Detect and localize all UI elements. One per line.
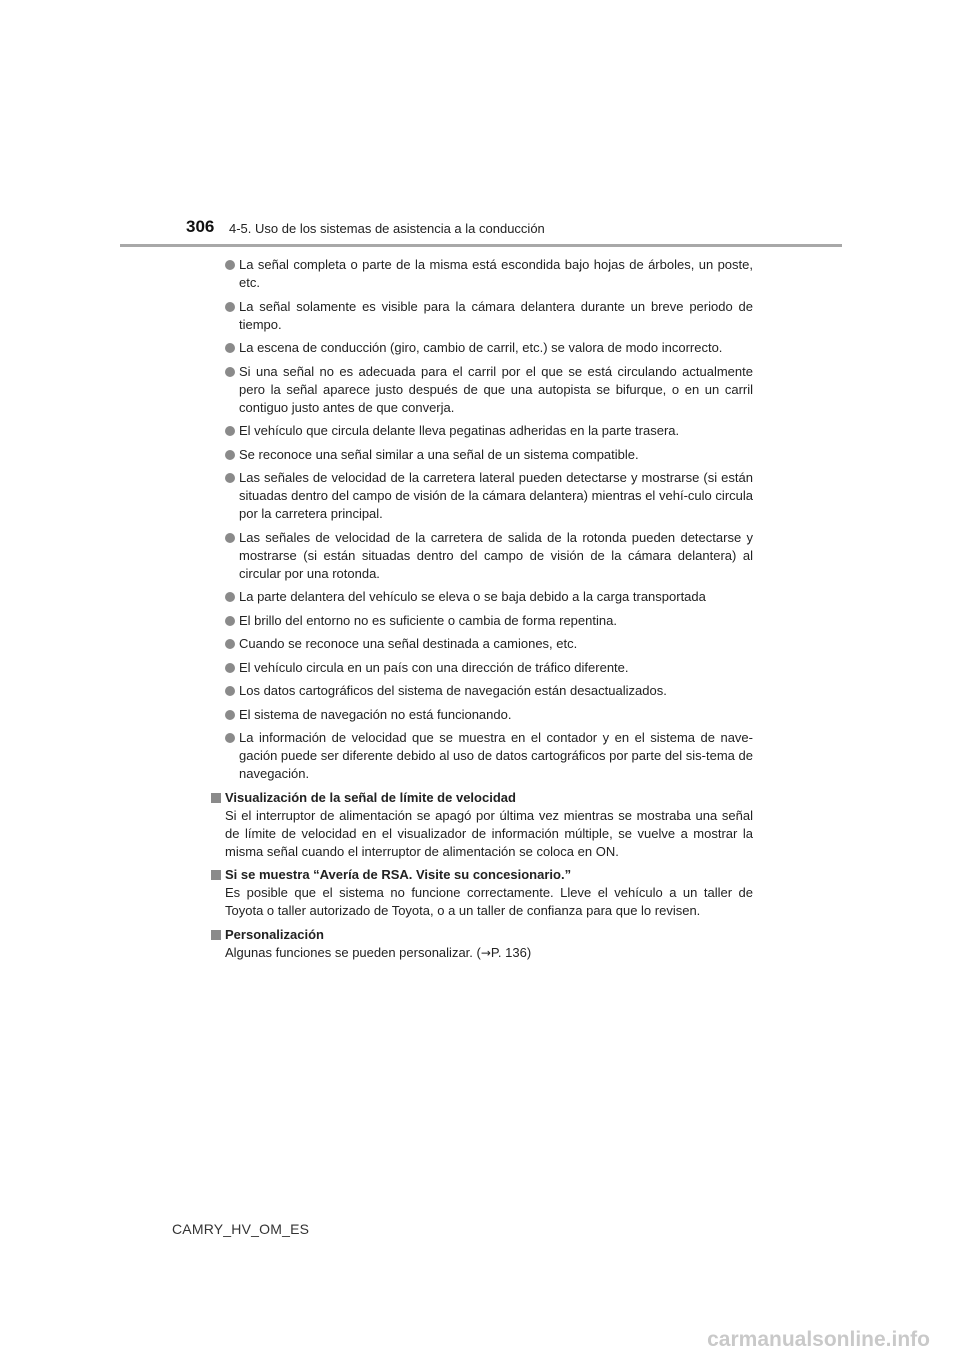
subsection-body: Si el interruptor de alimentación se apagó por última vez mientras se mostraba una señal de límite de velocidad en el visualizador de información múltiple, se vuelve a mostrar la misma señal cuando el interruptor de alimentación se coloca en ON. [225,807,753,859]
bullet-text: El vehículo que circula delante lleva pegatinas adheridas en la parte trasera. [239,423,680,438]
watermark: carmanualsonline.info [707,1328,930,1351]
subsection-heading [210,789,753,807]
bullet-dot-icon [225,616,235,626]
bullet-dot-icon [225,343,235,353]
subsection-heading [210,926,753,944]
list-item [210,612,753,630]
list-item [210,256,753,292]
list-item [210,706,753,724]
main-content [210,256,753,967]
bullet-text: La señal solamente es visible para la cámara delantera durante un breve periodo de tiempo. [239,298,753,332]
bullet-text: La señal completa o parte de la misma está escondida bajo hojas de árboles, un poste, etc. [239,257,753,290]
subsection-heading-text: Si se muestra “Avería de RSA. Visite su concesionario.” [225,867,572,882]
list-item [210,422,753,440]
list-item [210,529,753,583]
subsection-rsa-malfunction [210,866,753,920]
bullet-dot-icon [225,592,235,602]
bullet-text: Los datos cartográficos del sistema de navegación están desactualizados. [239,683,667,698]
subsection-heading [210,866,753,884]
bullet-text: Las señales de velocidad de la carretera lateral pueden detectarse y mostrarse (si están situadas dentro del campo de visión de la cámara delantera) mientras el vehí-culo circula por la carretera principal. [239,470,753,521]
subsection-customization [210,926,753,962]
bullet-text: La escena de conducción (giro, cambio de carril, etc.) se valora de modo incorrecto. [239,340,723,355]
bullet-dot-icon [225,639,235,649]
list-item [210,659,753,677]
bullet-dot-icon [225,733,235,743]
square-bullet-icon [211,930,221,940]
header-rule [120,244,842,247]
bullet-text: El vehículo circula en un país con una dirección de tráfico diferente. [239,659,629,675]
page-reference-link[interactable]: P. 136) [490,944,532,960]
list-item [210,635,753,653]
list-item [210,363,753,417]
bullet-text: La información de velocidad que se muestra en el contador y en el sistema de nave-gación puede ser diferente debido al uso de datos cartográficos por parte del sis-tema de navegación. [239,730,753,781]
bullet-dot-icon [225,426,235,436]
bullet-dot-icon [225,533,235,543]
bullet-dot-icon [225,260,235,270]
manual-code: CAMRY_HV_OM_ES [172,1221,310,1237]
list-item [210,469,753,523]
bullet-dot-icon [225,663,235,673]
list-item [210,682,753,700]
bullet-text: Se reconoce una señal similar a una señal de un sistema compatible. [239,446,639,462]
bullet-text: La parte delantera del vehículo se eleva o se baja debido a la carga transportada [239,589,706,604]
subsection-heading-text: Personalización [225,926,324,942]
bullet-dot-icon [225,710,235,720]
bullet-dot-icon [225,367,235,377]
list-item [210,446,753,464]
list-item [210,588,753,606]
bullet-list [210,256,753,783]
list-item [210,729,753,783]
customization-text-prefix: Algunas funciones se pueden personalizar. ( [225,944,481,960]
bullet-dot-icon [225,450,235,460]
subsection-speed-limit-display [210,789,753,861]
square-bullet-icon [211,870,221,880]
square-bullet-icon [211,793,221,803]
bullet-text: El sistema de navegación no está funcionando. [239,706,512,722]
list-item [210,339,753,357]
arrow-right-icon: → [480,945,491,960]
subsection-heading-text: Visualización de la señal de límite de velocidad [225,789,516,805]
bullet-text: Las señales de velocidad de la carretera de salida de la rotonda pueden detectarse y mostrarse (si están situadas dentro del campo de visión de la cámara delantera) al circular por una rotonda. [239,529,753,581]
subsection-body: Es posible que el sistema no funcione correctamente. Lleve el vehículo a un taller de Toyota o taller autorizado de Toyota, o a un taller de confianza para que lo revisen. [225,885,753,918]
subsection-body [210,944,753,962]
list-item [210,298,753,334]
bullet-dot-icon [225,473,235,483]
bullet-text: El brillo del entorno no es suficiente o cambia de forma repentina. [239,612,617,628]
bullet-text: Si una señal no es adecuada para el carril por el que se está circulando actualmente pero la señal aparece justo después de que una autopista se bifurque, o en un carril contiguo justo antes de que converja. [239,363,753,415]
bullet-dot-icon [225,686,235,696]
page-number: 306 [186,217,215,236]
bullet-dot-icon [225,302,235,312]
bullet-text: Cuando se reconoce una señal destinada a camiones, etc. [239,636,578,651]
section-title: 4-5. Uso de los sistemas de asistencia a la conducción [229,221,545,236]
